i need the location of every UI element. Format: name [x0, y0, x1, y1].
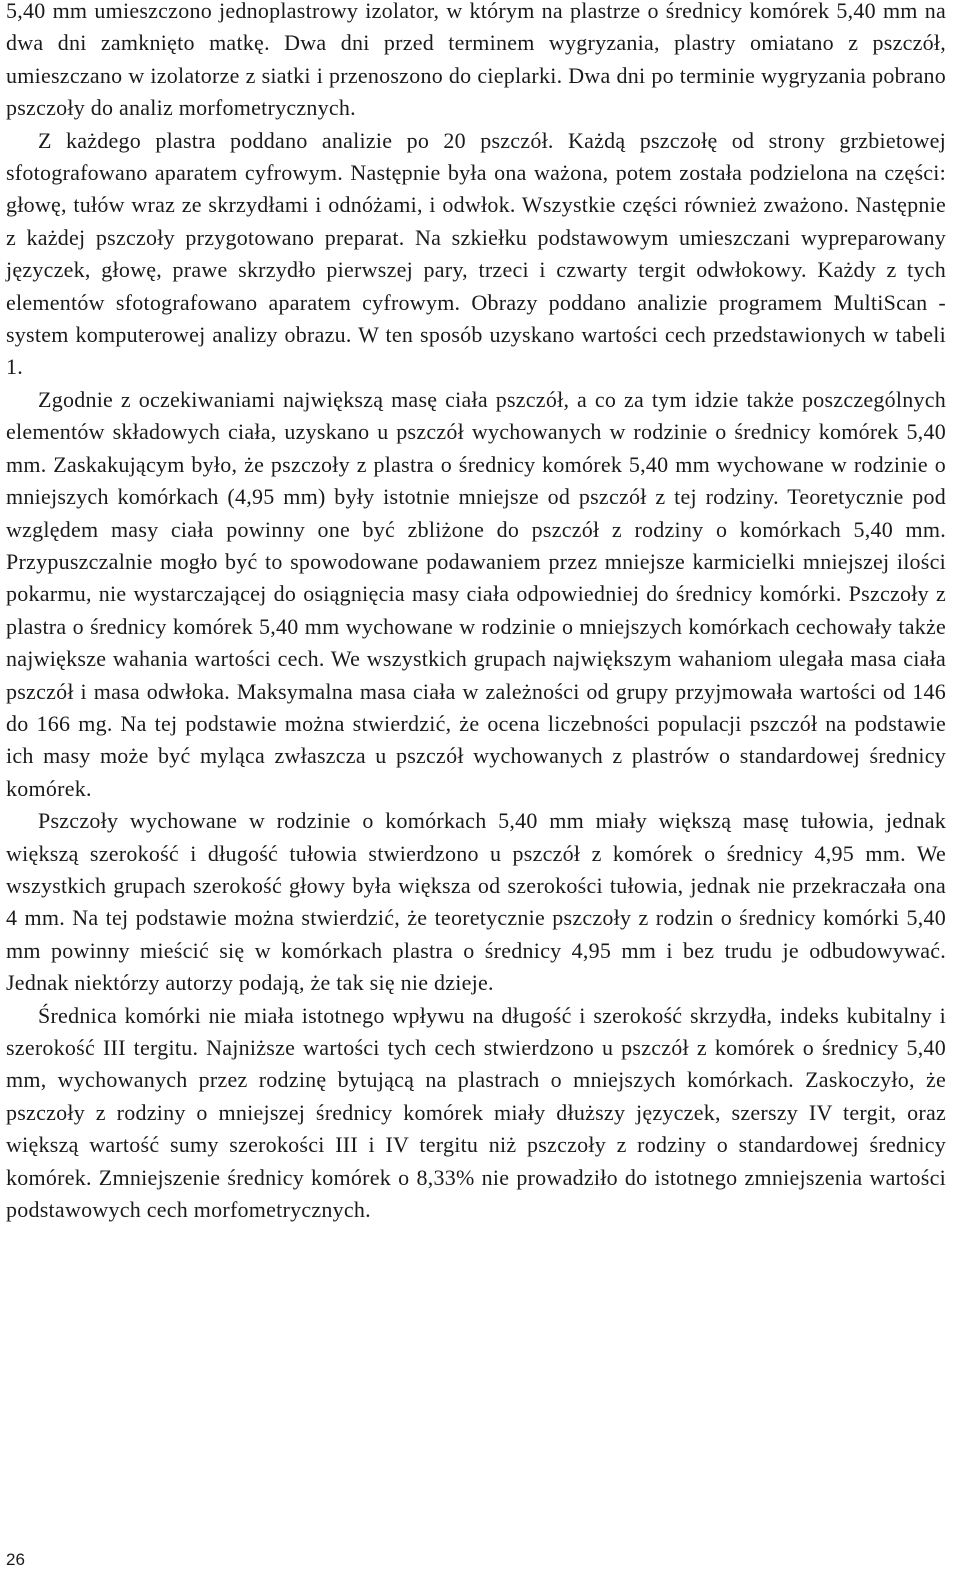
paragraph-4: Pszczoły wychowane w rodzinie o komórkach 5,40 mm miały większą masę tułowia, jednak większą szerokość i długość tułowia stwierdzono u pszczół z komórek o średnicy 4,95 mm. We wszystkich grupach szerokość głowy była większa od szerokości tułowia, jednak nie przekraczała ona 4 mm. Na tej podstawie można stwierdzić, że teoretycznie pszczoły z rodzin o średnicy komórki 5,40 mm powinny mieścić się w komórkach plastra o średnicy 4,95 mm i bez trudu je odbudowywać. Jednak niektórzy autorzy podają, że tak się nie dzieje. [6, 808, 946, 996]
page-number: 26 [6, 1550, 25, 1569]
paragraph-2: Z każdego plastra poddano analizie po 20 pszczół. Każdą pszczołę od strony grzbietowej sfotografowano aparatem cyfrowym. Następnie była ona ważona, potem została podzielona na części: głowę, tułów wraz ze skrzydłami i odnóżami, i odwłok. Wszystkie części również zważono. Następnie z każdej pszczoły przygotowano preparat. Na szkiełku podstawowym umieszczani wypreparowany języczek, głowę, prawe skrzydło pierwszej pary, trzeci i czwarty tergit odwłokowy. Każdy z tych elementów sfotografowano aparatem cyfrowym. Obrazy poddano analizie programem MultiScan - system komputerowej analizy obrazu. W ten sposób uzyskano wartości cech przedstawionych w tabeli 1. [6, 127, 946, 380]
paragraph-5: Średnica komórki nie miała istotnego wpływu na długość i szerokość skrzydła, indeks kubitalny i szerokość III tergitu. Najniższe wartości tych cech stwierdzono u pszczół z komórek o średnicy 5,40 mm, wychowanych przez rodzinę bytującą na plastrach o mniejszych komórkach. Zaskoczyło, że pszczoły z rodziny o mniejszej średnicy komórek miały dłuższy języczek, szerszy IV tergit, oraz większą wartość sumy szerokości III i IV tergitu niż pszczoły z rodziny o standardowej średnicy komórek. Zmniejszenie średnicy komórek o 8,33% nie prowadziło do istotnego zmniejszenia wartości podstawowych cech morfometrycznych. [6, 1002, 946, 1223]
paragraph-1: 5,40 mm umieszczono jednoplastrowy izolator, w którym na plastrze o średnicy komórek 5,40 mm na dwa dni zamknięto matkę. Dwa dni przed terminem wygryzania, plastry omiatano z pszczół, umieszczano w izolatorze z siatki i przenoszono do cieplarki. Dwa dni po terminie wygryzania pobrano pszczoły do analiz morfometrycznych. [6, 0, 946, 121]
document-body [6, 0, 946, 1226]
paragraph-3: Zgodnie z oczekiwaniami największą masę ciała pszczół, a co za tym idzie także poszczególnych elementów składowych ciała, uzyskano u pszczół wychowanych w rodzinie o średnicy komórek 5,40 mm. Zaskakującym było, że pszczoły z plastra o średnicy komórek 5,40 mm wychowane w rodzinie o mniejszych komórkach (4,95 mm) były istotnie mniejsze od pszczół z tej rodziny. Teoretycznie pod względem masy ciała powinny one być zbliżone do pszczół z rodziny o komórkach 5,40 mm. Przypuszczalnie mogło być to spowodowane podawaniem przez mniejsze karmicielki mniejszej ilości pokarmu, nie wystarczającej do osiągnięcia masy ciała odpowiedniej do średnicy komórki. Pszczoły z plastra o średnicy komórek 5,40 mm wychowane w rodzinie o mniejszych komórkach cechowały także największe wahania wartości cech. We wszystkich grupach największym wahaniom ulegała masa ciała pszczół i masa odwłoka. Maksymalna masa ciała w zależności od grupy przyjmowała wartości od 146 do 166 mg. Na tej podstawie można stwierdzić, że ocena liczebności populacji pszczół na podstawie ich masy może być myląca zwłaszcza u pszczół wychowanych z plastrów o standardowej średnicy komórek. [6, 386, 946, 801]
